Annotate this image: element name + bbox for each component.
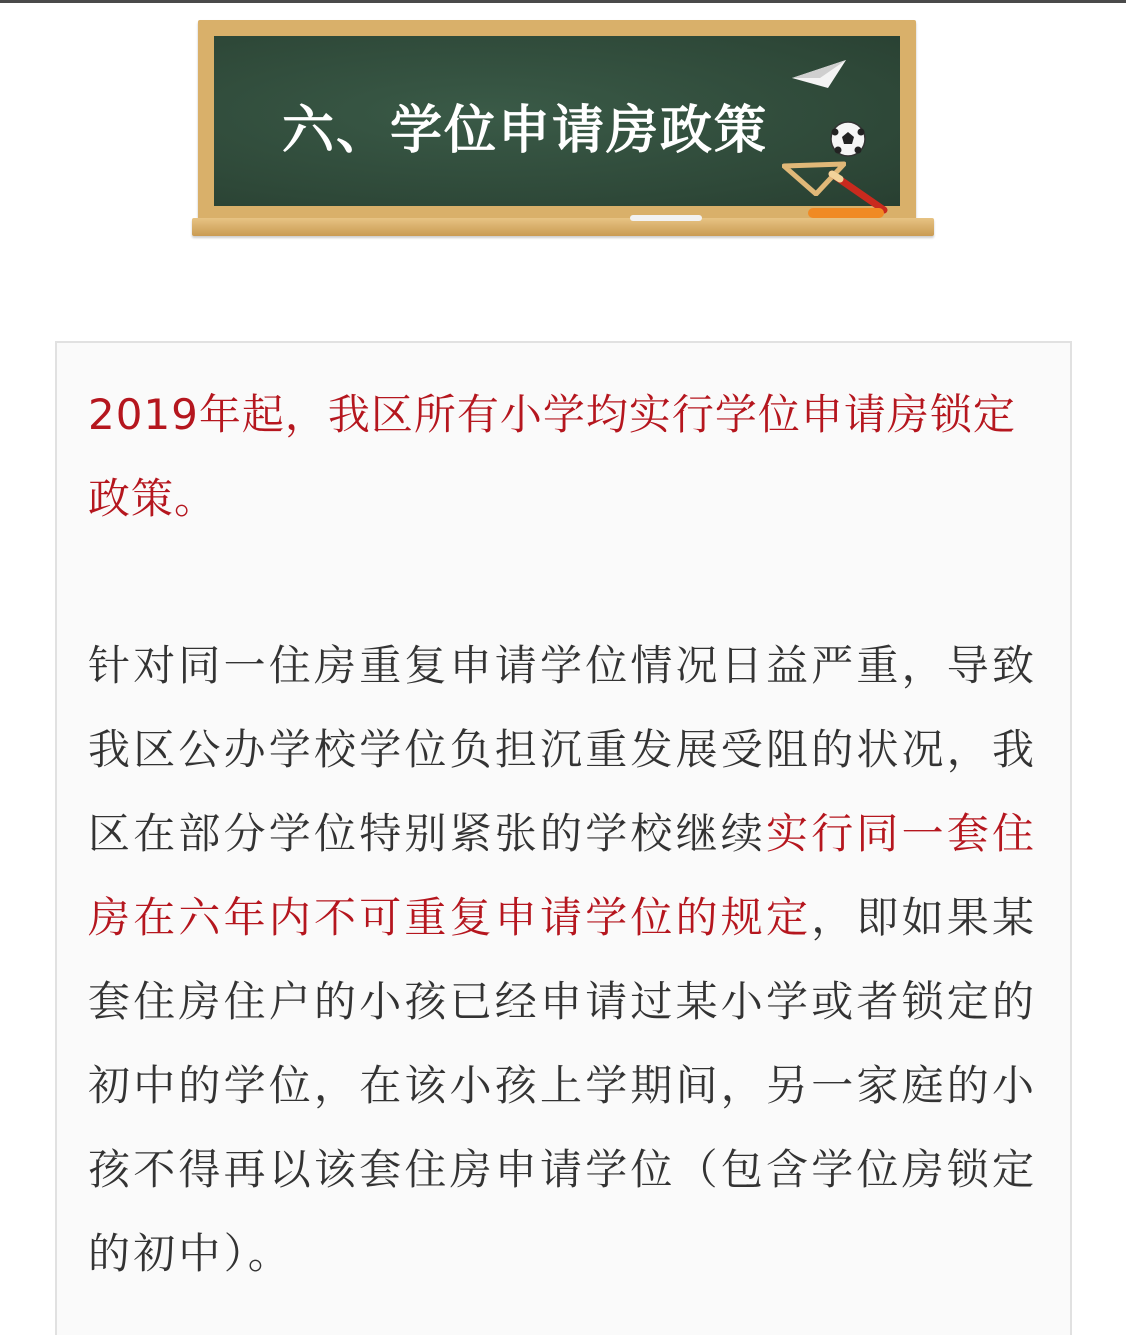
- paper-plane-icon: [790, 56, 850, 92]
- page-title: 六、学位申请房政策: [282, 101, 769, 161]
- detail-text-highlight: 实行同一套住房在六年内不可重复申请学位的规定: [88, 809, 1038, 942]
- soccer-ball-icon: [826, 120, 870, 158]
- policy-intro-paragraph: 2019年起，我区所有小学均实行学位申请房锁定政策。: [88, 390, 1016, 523]
- detail-text-before: 针对同一住房重复申请学位情况日益严重，导致我区公办学校学位负担沉重发展受阻的状况，我区在部分学位特别紧张的学校继续: [88, 641, 1038, 858]
- orange-crayon: [808, 208, 884, 218]
- top-divider: [0, 0, 1126, 3]
- chalk-stick: [630, 215, 702, 221]
- detail-text-after: ，即如果某套住房住户的小孩已经申请过某小学或者锁定的初中的学位，在该小孩上学期间，另一家庭的小孩不得再以该套住房申请学位（包含学位房锁定的初中）。: [88, 893, 1038, 1278]
- chalkboard-ledge: [192, 218, 934, 236]
- policy-detail-paragraph: [88, 624, 1040, 1296]
